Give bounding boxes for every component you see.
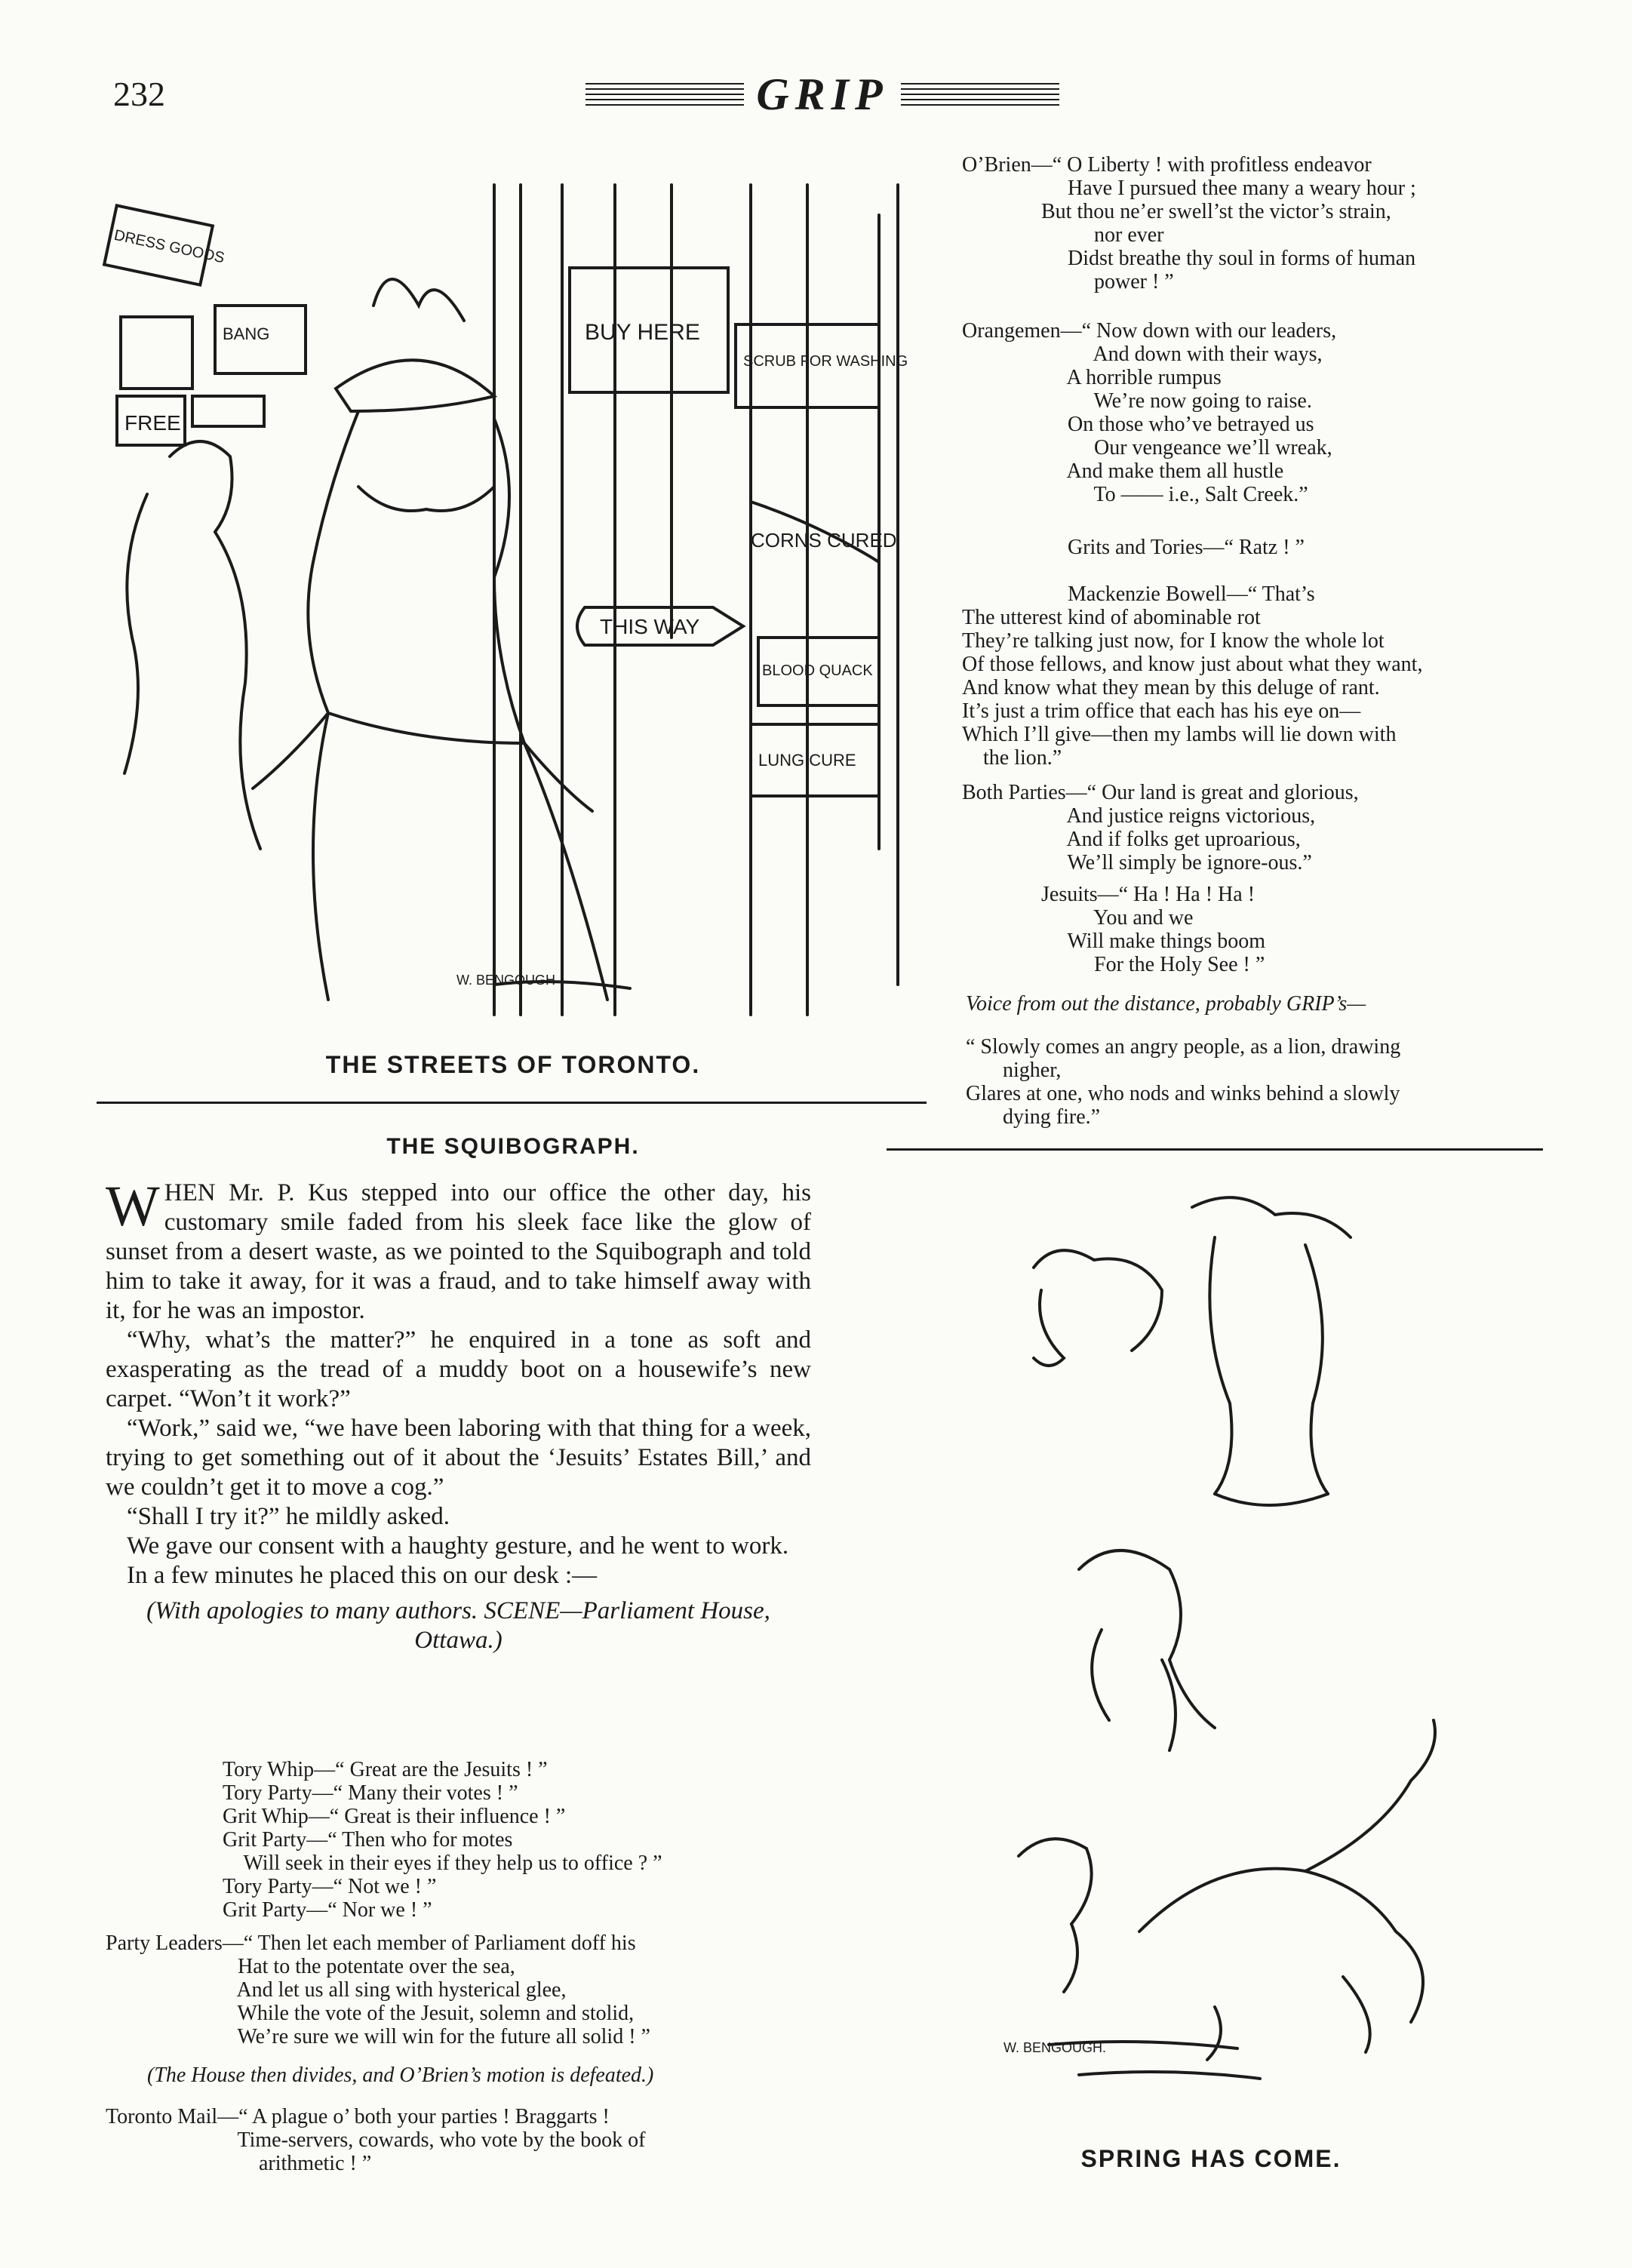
paragraph-3: “Work,” said we, “we have been laboring with that thing for a week, trying to get something out of it about the ‘Jesuits’ Estates Bill,’ and we couldn’t get it to move a cog.” xyxy=(106,1415,811,1501)
streets-of-toronto-illustration xyxy=(102,170,920,1026)
verse-party-leaders: Party Leaders—“ Then let each member of Parliament doff his Hat to the potentate over the sea, And let us all sing with hysterical glee, While the vote of the Jesuit, solemn and stolid, We’re sure we will win for the future all solid ! ” xyxy=(106,1931,650,2048)
paragraph-1-text: HEN Mr. P. Kus stepped into our office the other day, his customary smile faded from his sleek face like the glow of sunset from a desert waste, as we pointed to the Squibograph and told him to take it away, for it was a fraud, and to take himself away with it, for he was an impostor. xyxy=(106,1179,811,1324)
verse-tory-grit: Tory Whip—“ Great are the Jesuits ! ” Tory Party—“ Many their votes ! ” Grit Whip—“ Great is their influence ! ” Grit Party—“ Then who for motes Will seek in their eyes if they help us to office ? ” Tory Party—“ Not we ! ” Grit Party—“ Nor we ! ” xyxy=(223,1758,662,1922)
article-heading: THE SQUIBOGRAPH. xyxy=(386,1134,640,1159)
spring-has-come-illustration xyxy=(988,1177,1486,2113)
sign-dress-goods: DRESS GOODS xyxy=(112,226,226,267)
verse-grits-tories: Grits and Tories—“ Ratz ! ” xyxy=(962,536,1305,559)
sign-free: FREE xyxy=(124,411,181,435)
article-body xyxy=(106,1175,811,1655)
masthead-rules-right xyxy=(901,83,1059,106)
cartoon-caption-spring: SPRING HAS COME. xyxy=(1080,2145,1342,2172)
sign-this-way: THIS WAY xyxy=(600,615,700,638)
paragraph-2: “Why, what’s the matter?” he enquired in a tone as soft and exasperating as the tread of a muddy boot on a housewife’s new carpet. “Won’t it work?” xyxy=(106,1326,811,1412)
dropcap: W xyxy=(106,1175,160,1238)
division-note: (The House then divides, and O’Brien’s motion is defeated.) xyxy=(147,2064,654,2087)
verse-closing: “ Slowly comes an angry people, as a lion, drawing nigher, Glares at one, who nods and winks behind a slowly dying fire.” xyxy=(966,1035,1401,1129)
verse-toronto-mail: Toronto Mail—“ A plague o’ both your parties ! Braggarts ! Time-servers, cowards, who vote by the book of arithmetic ! ” xyxy=(106,2105,646,2175)
masthead xyxy=(581,66,1064,122)
masthead-title: GRIP xyxy=(756,69,889,119)
spring-cartoon-signature: W. BENGOUGH. xyxy=(1003,2040,1107,2055)
scene-note: (With apologies to many authors. SCENE—Parliament House, Ottawa.) xyxy=(146,1597,770,1654)
verse-jesuits: Jesuits—“ Ha ! Ha ! Ha ! You and we Will make things boom For the Holy See ! ” xyxy=(1041,883,1266,976)
page-number: 232 xyxy=(113,75,165,113)
verse-obrien: O’Brien—“ O Liberty ! with profitless endeavor Have I pursued thee many a weary hour ; But thou ne’er swell’st the victor’s strain, nor ever Didst breathe thy soul in forms of human power ! ” xyxy=(962,153,1416,293)
paragraph-6: In a few minutes he placed this on our desk :— xyxy=(127,1562,598,1589)
cartoon-caption-streets: THE STREETS OF TORONTO. xyxy=(325,1051,701,1078)
sign-corns-cured: CORNS CURED xyxy=(751,529,897,552)
verse-both-parties: Both Parties—“ Our land is great and glorious, And justice reigns victorious, And if folks get uproarious, We’ll simply be ignore-ous.” xyxy=(962,781,1359,874)
paragraph-4: “Shall I try it?” he mildly asked. xyxy=(127,1503,450,1530)
paragraph-1 xyxy=(106,1175,811,1326)
divider-right xyxy=(887,1148,1543,1151)
verse-mackenzie-bowell: Mackenzie Bowell—“ That’s The utterest kind of abominable rot They’re talking just now, for I know the whole lot Of those fellows, and know just about what they want, And know what they mean by this deluge of rant. It’s just a trim office that each has his eye on— Which I’ll give—then my lambs will lie down with the lion.” xyxy=(962,582,1423,770)
cartoon-signature: W. BENGOUGH xyxy=(456,973,556,988)
sign-bang: BANG xyxy=(223,324,270,343)
masthead-rules-left xyxy=(585,83,744,106)
sign-buy-here: BUY HERE xyxy=(585,320,700,345)
voice-note: Voice from out the distance, probably GRIP’s— xyxy=(966,992,1366,1016)
paragraph-5: We gave our consent with a haughty gesture, and he went to work. xyxy=(127,1532,789,1560)
sign-blood-quack: BLOOD QUACK xyxy=(762,662,873,679)
verse-orangemen: Orangemen—“ Now down with our leaders, And down with their ways, A horrible rumpus We’re now going to raise. On those who’ve betrayed us Our vengeance we’ll wreak, And make them all hustle To —— i.e., Salt Creek.” xyxy=(962,319,1337,506)
divider-left xyxy=(97,1102,927,1104)
sign-lung-cure: LUNG CURE xyxy=(758,751,856,770)
sign-scrub: SCRUB FOR WASHING xyxy=(743,353,908,370)
